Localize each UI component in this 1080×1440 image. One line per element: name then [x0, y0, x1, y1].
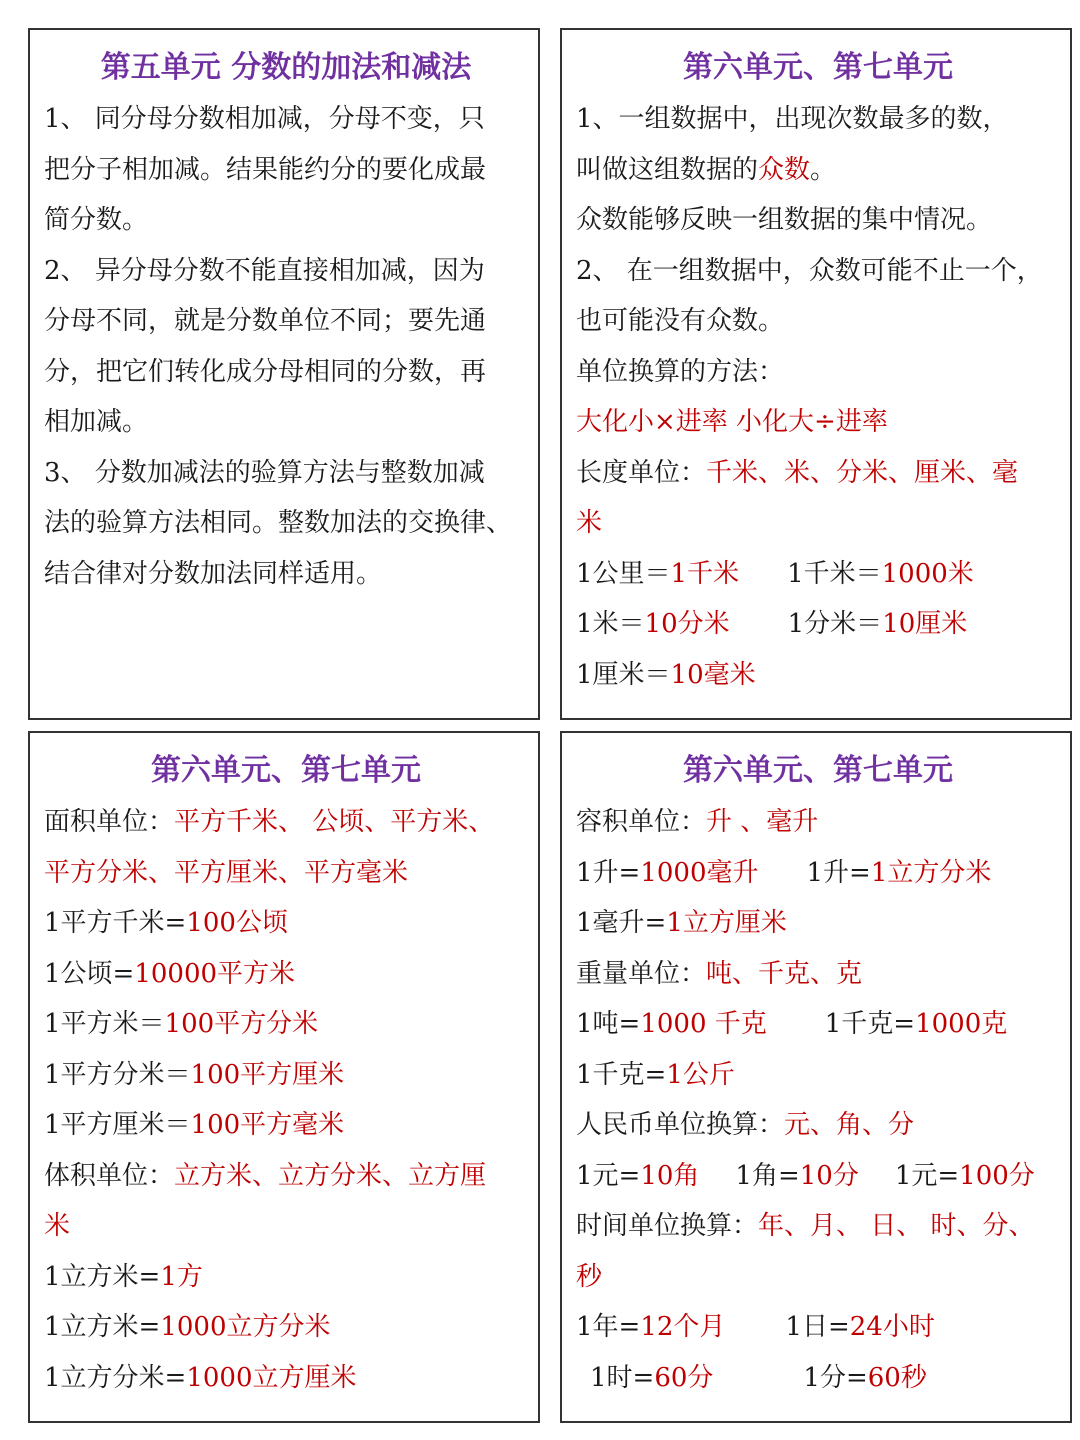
panel-capacity-weight-money-time — [560, 731, 1072, 1423]
conversion-line: 1千克=1公斤 — [576, 1059, 735, 1090]
panel-mode-length-units — [560, 28, 1072, 720]
text-line: 叫做这组数据的众数。 — [576, 154, 837, 185]
conversion-line: 1公顷=10000平方米 — [44, 958, 296, 989]
text-line: 1、一组数据中，出现次数最多的数， — [576, 104, 1009, 134]
conversion-line: 1平方分米＝100平方厘米 — [44, 1059, 345, 1090]
text-line: 结合律对分数加法同样适用。 — [44, 558, 383, 589]
text-line: 也可能没有众数。 — [576, 306, 785, 336]
text-line: 法的验算方法相同。整数加法的交换律、 — [44, 508, 513, 538]
conversion-line: 1吨=1000 千克 1千克=1000克 — [576, 1009, 1008, 1039]
text-line: 1、 同分母分数相加减，分母不变，只 — [44, 104, 485, 134]
panel-title: 第六单元、第七单元 — [151, 753, 421, 788]
conversion-line: 1立方米=1000立方分米 — [44, 1312, 331, 1342]
text-line: 重量单位：吨、千克、克 — [576, 958, 863, 989]
panel-area-volume-units — [28, 731, 540, 1423]
text-line: 分母不同，就是分数单位不同；要先通 — [44, 306, 487, 336]
conversion-line: 1立方分米=1000立方厘米 — [44, 1362, 357, 1393]
conversion-line: 1升=1000毫升 1升=1立方分米 — [576, 857, 992, 888]
conversion-line: 1厘米＝10毫米 — [576, 659, 756, 690]
panel-title: 第六单元、第七单元 — [683, 50, 953, 85]
conversion-line: 1年=12个月 1日=24小时 — [576, 1312, 935, 1342]
conversion-line: 1毫升=1立方厘米 — [576, 908, 787, 938]
conversion-line: 1公里＝1千米 1千米＝1000米 — [576, 558, 974, 589]
text-line: 2、 在一组数据中，众数可能不止一个， — [576, 255, 1043, 286]
panel-title: 第六单元、第七单元 — [683, 753, 953, 788]
mode-term: 众数 — [758, 154, 811, 185]
text-line: 长度单位：千米、米、分米、厘米、毫 — [576, 457, 1019, 488]
text-line: 3、 分数加减法的验算方法与整数加减 — [44, 457, 485, 488]
text-line: 时间单位换算：年、月、 日、 时、分、 — [576, 1211, 1035, 1241]
conversion-line: 1米＝10分米 1分米＝10厘米 — [576, 609, 968, 639]
text-line: 相加减。 — [44, 407, 149, 437]
text-line: 米 — [576, 508, 603, 538]
text-line: 平方分米、平方厘米、平方毫米 — [44, 857, 409, 888]
text-line: 单位换算的方法： — [576, 356, 785, 387]
text-line: 众数能够反映一组数据的集中情况。 — [576, 205, 993, 235]
conversion-line: 1平方千米=100公顷 — [44, 908, 288, 938]
text-line: 把分子相加减。结果能约分的要化成最 — [44, 154, 487, 185]
text-line: 秒 — [576, 1261, 603, 1292]
text-line: 简分数。 — [44, 205, 149, 235]
text-line: 分，把它们转化成分母相同的分数，再 — [44, 356, 487, 387]
text-line: 米 — [44, 1211, 71, 1241]
text-line: 2、 异分母分数不能直接相加减，因为 — [44, 255, 485, 286]
conversion-line: 1立方米=1方 — [44, 1261, 203, 1292]
panel-title: 第五单元 分数的加法和减法 — [100, 50, 472, 85]
conversion-line: 1平方米＝100平方分米 — [44, 1009, 319, 1039]
panel-fraction-addition — [28, 28, 540, 720]
text-line: 体积单位：立方米、立方分米、立方厘 — [44, 1160, 487, 1191]
conversion-rule: 大化小×进率 小化大÷进率 — [576, 407, 888, 437]
conversion-line: 1元=10角 1角=10分 1元=100分 — [576, 1160, 1035, 1191]
conversion-line: 1平方厘米＝100平方毫米 — [44, 1110, 345, 1140]
text-line: 人民币单位换算：元、角、分 — [576, 1110, 915, 1140]
conversion-line: 1时=60分 1分=60秒 — [590, 1362, 927, 1393]
text-line: 容积单位：升 、毫升 — [576, 807, 819, 837]
text-line: 面积单位：平方千米、 公顷、平方米、 — [44, 807, 495, 837]
